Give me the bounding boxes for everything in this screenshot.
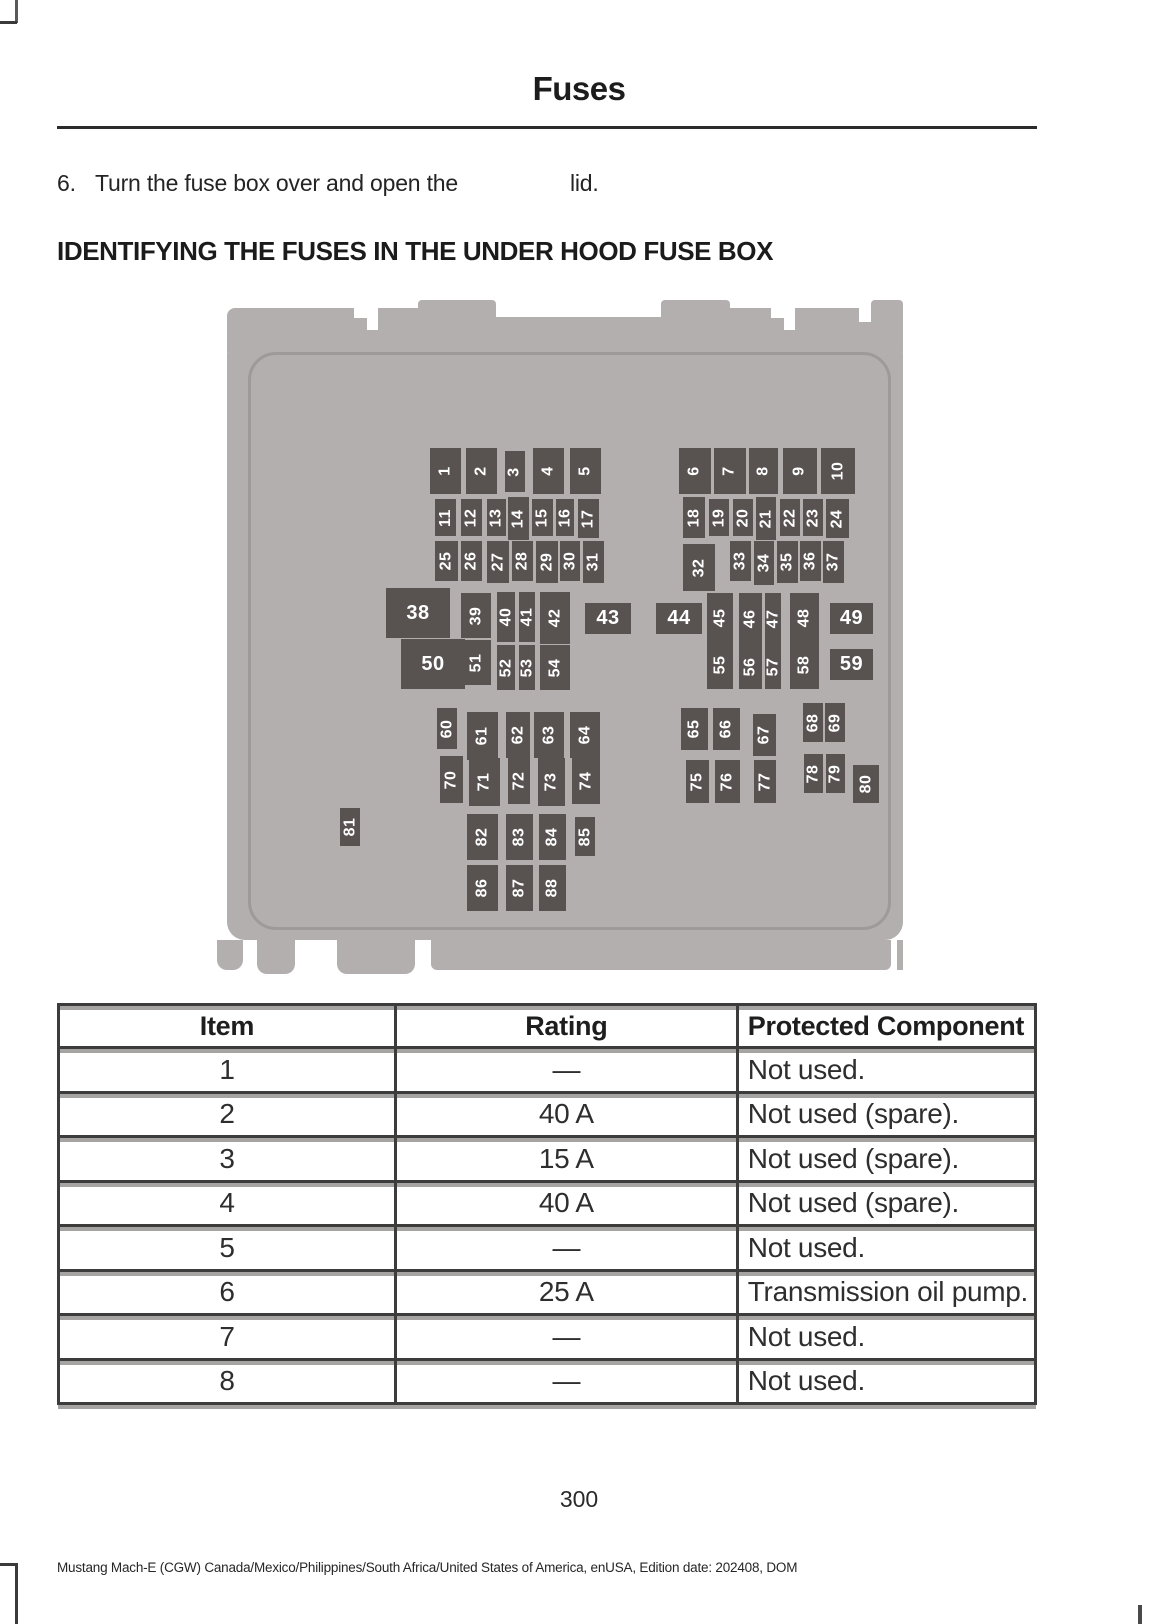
- cell-protected-component: Not used.: [736, 1316, 1034, 1358]
- fuse-number-label: 59: [839, 653, 864, 675]
- fuse-number-label: 38: [406, 601, 430, 624]
- fuse-51: [461, 640, 491, 685]
- fuse-31: [583, 541, 604, 583]
- fuse-3: [505, 451, 525, 492]
- fuse-66: [713, 708, 740, 750]
- fuse-number-label: 18: [684, 508, 702, 527]
- fuse-88: [539, 865, 566, 911]
- fuse-58: [790, 640, 819, 689]
- step-text-end: lid.: [569, 170, 599, 196]
- fuse-number-label: 81: [340, 817, 358, 837]
- fuse-number-label: 26: [462, 551, 480, 571]
- fuse-24: [826, 499, 849, 538]
- fuse-18: [683, 497, 705, 538]
- fuse-38: [386, 588, 450, 638]
- cell-protected-component: Not used (spare).: [736, 1138, 1034, 1180]
- fuse-number-label: 10: [828, 461, 846, 481]
- fuse-78: [804, 754, 823, 793]
- fuse-56: [739, 644, 762, 689]
- header-rule: [57, 126, 1037, 129]
- cell-protected-component: Not used.: [736, 1049, 1034, 1091]
- fuse-20: [733, 499, 753, 536]
- fuse-39: [461, 593, 491, 638]
- fuse-17: [578, 499, 599, 538]
- fuse-67: [753, 714, 776, 756]
- table-row: [60, 1046, 1034, 1091]
- fuse-69: [825, 703, 845, 742]
- fuse-43: [585, 603, 631, 634]
- table-row: [60, 1135, 1034, 1180]
- fuse-number-label: 84: [543, 827, 561, 847]
- fuse-number-label: 6: [686, 466, 703, 476]
- fuse-number-label: 39: [466, 606, 484, 625]
- fuse-87: [506, 865, 533, 911]
- table-header-row: [60, 1006, 1034, 1046]
- fuse-33: [730, 541, 751, 581]
- fuse-77: [754, 760, 776, 803]
- cell-item: 8: [219, 1365, 235, 1397]
- fuse-number-label: 5: [576, 466, 594, 476]
- fuse-63: [534, 712, 564, 758]
- fuse-2: [466, 448, 497, 494]
- fuse-number-label: 37: [824, 552, 842, 572]
- fuse-number-label: 17: [579, 509, 597, 528]
- fuse-number-label: 80: [856, 774, 874, 794]
- footer-text: Mustang Mach-E (CGW) Canada/Mexico/Philippines/South Africa/United States of America, enUSA, Edition date: 202408, DOM: [57, 1560, 798, 1575]
- fuse-number-label: 45: [710, 608, 728, 628]
- fuse-number-label: 36: [801, 551, 819, 571]
- fuse-number-label: 16: [556, 508, 574, 527]
- section-heading: IDENTIFYING THE FUSES IN THE UNDER HOOD FUSE BOX: [57, 236, 774, 266]
- fuse-number-label: 85: [575, 827, 593, 846]
- cell-item: 7: [219, 1320, 235, 1352]
- fuse-number-label: 48: [795, 608, 813, 628]
- fuse-59: [830, 649, 873, 680]
- fuse-54: [540, 645, 570, 690]
- fuse-48: [790, 593, 819, 643]
- crop-mark-bottom-right-vertical: [1138, 1605, 1142, 1624]
- fuse-number-label: 42: [545, 608, 563, 628]
- fuse-number-label: 83: [510, 827, 528, 847]
- fuse-80: [853, 765, 879, 803]
- fuse-number-label: 72: [509, 771, 527, 791]
- fuse-number-label: 65: [685, 719, 703, 739]
- fuse-76: [715, 760, 740, 803]
- fuse-number-label: 67: [755, 725, 773, 745]
- fuse-number-label: 55: [710, 655, 728, 674]
- cell-item: 1: [219, 1053, 235, 1085]
- fuse-47: [765, 593, 781, 645]
- fuse-number-label: 40: [497, 607, 515, 627]
- crop-mark-bottom-left-vertical: [15, 1563, 18, 1624]
- fuse-7: [714, 448, 746, 494]
- fuse-79: [826, 754, 845, 793]
- fuse-number-label: 70: [442, 770, 460, 789]
- fuse-number-label: 56: [741, 657, 759, 676]
- fuse-number-label: 19: [709, 508, 727, 527]
- fuse-number-label: 47: [764, 609, 782, 629]
- fuse-number-label: 71: [475, 772, 493, 792]
- cell-item: 6: [219, 1276, 235, 1308]
- fuse-number-label: 66: [717, 719, 735, 739]
- fuse-49: [830, 603, 873, 634]
- fuse-number-label: 54: [545, 658, 563, 677]
- fuse-number-label: 69: [825, 713, 843, 732]
- fuse-number-label: 41: [518, 607, 536, 627]
- fuse-57: [765, 644, 781, 689]
- fuse-23: [803, 499, 823, 536]
- fuse-number-label: 4: [539, 466, 557, 476]
- cell-item: 2: [219, 1098, 235, 1130]
- fuse-number-label: 3: [506, 466, 523, 477]
- fuse-42: [540, 592, 570, 644]
- fuse-13: [487, 499, 506, 536]
- fuse-35: [777, 541, 798, 583]
- fuse-28: [512, 541, 533, 581]
- fuse-10: [821, 448, 855, 494]
- fuse-number-label: 44: [667, 607, 691, 629]
- fuse-number-label: 73: [542, 772, 560, 792]
- cell-item: 3: [219, 1142, 235, 1174]
- step-text: Turn the fuse box over and open the: [95, 170, 458, 196]
- fuse-number-label: 64: [575, 725, 593, 745]
- fuse-number-label: 12: [462, 508, 480, 527]
- fuse-4: [533, 448, 564, 494]
- table-row: [60, 1091, 1034, 1136]
- fuse-number-label: 14: [509, 509, 527, 528]
- fuse-71: [469, 758, 500, 806]
- fuse-number-label: 75: [688, 772, 706, 791]
- fuse-61: [467, 712, 498, 760]
- fuse-74: [572, 758, 600, 804]
- fuse-number-label: 60: [437, 719, 455, 738]
- page-number: 300: [559, 1486, 599, 1512]
- fuse-number-label: 24: [828, 509, 846, 528]
- cell-protected-component: Transmission oil pump.: [736, 1272, 1034, 1314]
- fuse-number-label: 58: [795, 655, 813, 674]
- table-row: [60, 1180, 1034, 1225]
- fuse-number-label: 61: [473, 726, 491, 746]
- fuse-number-label: 35: [778, 552, 796, 572]
- step-number: 6.: [57, 170, 76, 196]
- cell-protected-component: Not used.: [736, 1361, 1034, 1403]
- fuse-number-label: 53: [518, 658, 536, 677]
- cell-rating: —: [394, 1049, 736, 1091]
- table-row: [60, 1269, 1034, 1314]
- crop-mark-top-left-horizontal: [0, 21, 17, 24]
- fuse-number-label: 13: [487, 508, 505, 527]
- cell-item: 5: [219, 1231, 235, 1263]
- table-header-rating: Rating: [394, 1006, 736, 1046]
- fuse-number-label: 88: [543, 878, 561, 898]
- cell-rating: —: [394, 1361, 736, 1403]
- fuse-number-label: 50: [421, 652, 445, 675]
- fuse-number-label: 8: [754, 466, 772, 476]
- fuse-53: [519, 645, 535, 690]
- fuse-65: [681, 708, 708, 750]
- fuse-number-label: 76: [718, 772, 736, 791]
- table-row: [60, 1224, 1034, 1269]
- fuse-84: [539, 814, 566, 860]
- fuse-box-diagram: [215, 292, 905, 982]
- cell-protected-component: Not used (spare).: [736, 1183, 1034, 1225]
- fuse-number-label: 1: [436, 466, 454, 476]
- fuse-number-label: 21: [756, 509, 774, 528]
- cell-item: 4: [219, 1187, 235, 1219]
- fuse-11: [435, 499, 456, 536]
- fuse-75: [686, 760, 709, 803]
- page-title: Fuses: [532, 70, 626, 107]
- fuse-number-label: 49: [839, 607, 864, 629]
- fuse-64: [570, 712, 600, 758]
- fuse-46: [739, 593, 762, 645]
- fuse-grid: [215, 292, 905, 982]
- cell-rating: —: [394, 1227, 736, 1269]
- fuse-8: [749, 448, 778, 494]
- fuse-number-label: 25: [437, 551, 455, 571]
- fuse-19: [709, 499, 729, 536]
- fuse-40: [497, 592, 515, 642]
- fuse-85: [575, 817, 595, 856]
- fuse-34: [754, 541, 774, 585]
- fuse-44: [656, 603, 702, 634]
- step-instruction: [57, 170, 599, 197]
- cell-rating: 15 A: [394, 1138, 736, 1180]
- fuse-52: [497, 645, 515, 690]
- fuse-number-label: 78: [804, 764, 822, 783]
- fuse-21: [756, 497, 776, 540]
- fuse-86: [467, 865, 498, 911]
- fuse-number-label: 68: [803, 713, 821, 732]
- fuse-number-label: 52: [497, 658, 515, 677]
- fuse-number-label: 43: [596, 607, 620, 629]
- fuse-60: [437, 708, 457, 749]
- fuse-72: [508, 758, 530, 804]
- fuse-number-label: 2: [472, 466, 490, 476]
- fuse-number-label: 74: [576, 771, 594, 791]
- fuse-37: [823, 541, 844, 583]
- fuse-number-label: 15: [533, 508, 551, 527]
- fuse-number-label: 9: [791, 466, 808, 476]
- fuse-16: [556, 499, 574, 536]
- fuse-number-label: 51: [466, 653, 484, 672]
- fuse-number-label: 82: [473, 827, 491, 847]
- fuse-number-label: 27: [488, 552, 506, 572]
- fuse-6: [679, 448, 711, 494]
- fuse-81: [340, 808, 360, 846]
- fuse-number-label: 87: [510, 878, 528, 898]
- fuse-number-label: 57: [764, 657, 782, 676]
- fuse-number-label: 7: [721, 466, 738, 476]
- fuse-25: [435, 541, 458, 581]
- table-header-item: Item: [199, 1010, 255, 1041]
- table-row: [60, 1358, 1034, 1403]
- fuse-number-label: 79: [826, 764, 844, 783]
- fuse-70: [440, 756, 463, 803]
- cell-protected-component: Not used (spare).: [736, 1094, 1034, 1136]
- fuse-14: [508, 497, 529, 540]
- fuse-83: [506, 814, 533, 860]
- fuse-45: [707, 593, 733, 643]
- fuse-50: [401, 639, 465, 689]
- fuse-number-label: 62: [508, 725, 526, 745]
- fuse-number-label: 46: [741, 609, 759, 629]
- fuse-number-label: 77: [755, 772, 773, 791]
- fuse-number-label: 86: [473, 878, 491, 898]
- fuse-5: [570, 448, 601, 494]
- fuse-30: [560, 541, 580, 581]
- fuse-32: [683, 544, 715, 591]
- cell-rating: 40 A: [394, 1183, 736, 1225]
- fuse-number-label: 31: [584, 552, 602, 572]
- fuse-table: [57, 1003, 1037, 1405]
- fuse-41: [519, 592, 535, 642]
- fuse-number-label: 32: [689, 558, 707, 577]
- table-header-protected-component: Protected Component: [736, 1006, 1034, 1046]
- fuse-26: [461, 541, 482, 581]
- fuse-55: [707, 640, 733, 689]
- cell-rating: —: [394, 1316, 736, 1358]
- fuse-62: [506, 712, 530, 758]
- table-row: [60, 1313, 1034, 1358]
- fuse-68: [803, 703, 823, 742]
- fuse-number-label: 22: [780, 508, 798, 527]
- fuse-9: [783, 448, 817, 494]
- fuse-number-label: 28: [513, 551, 531, 571]
- fuse-22: [780, 499, 800, 536]
- fuse-12: [461, 499, 482, 536]
- fuse-number-label: 33: [731, 551, 749, 571]
- fuse-82: [467, 814, 498, 860]
- fuse-number-label: 20: [733, 508, 751, 527]
- fuse-29: [536, 541, 558, 583]
- cell-protected-component: Not used.: [736, 1227, 1034, 1269]
- fuse-27: [487, 541, 509, 583]
- fuse-73: [538, 758, 565, 806]
- fuse-number-label: 11: [436, 508, 454, 527]
- crop-mark-top-left-vertical: [15, 0, 18, 23]
- fuse-15: [532, 499, 553, 536]
- fuse-number-label: 63: [539, 725, 557, 745]
- cell-rating: 40 A: [394, 1094, 736, 1136]
- fuse-36: [800, 541, 821, 581]
- fuse-number-label: 30: [560, 551, 578, 571]
- fuse-number-label: 23: [803, 508, 821, 527]
- cell-rating: 25 A: [394, 1272, 736, 1314]
- fuse-1: [430, 448, 461, 494]
- fuse-number-label: 29: [537, 552, 555, 572]
- fuse-number-label: 34: [754, 553, 772, 573]
